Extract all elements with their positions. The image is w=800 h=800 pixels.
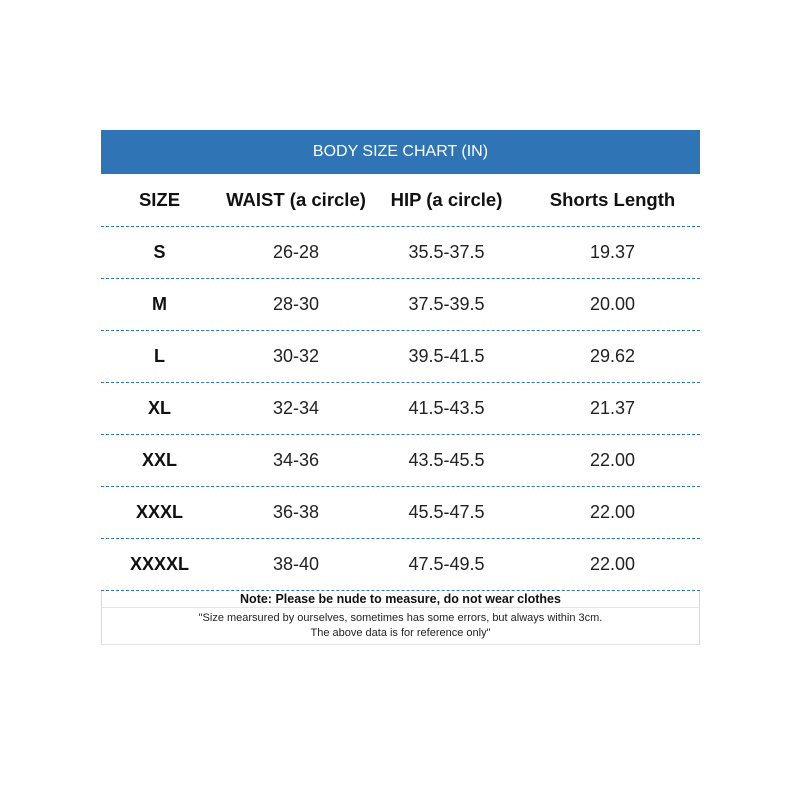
table-row: [101, 331, 700, 383]
shorts-length-cell: 21.37: [589, 398, 636, 418]
note-disclaimer-line-2: The above data is for reference only": [310, 627, 491, 639]
size-cell: XXXXL: [129, 554, 190, 574]
table-row: [101, 539, 700, 591]
shorts-length-cell: 22.00: [589, 502, 636, 522]
hip-cell: 43.5-45.5: [408, 450, 485, 470]
chart-title: BODY SIZE CHART (IN): [101, 130, 700, 174]
table-row: [101, 487, 700, 539]
shorts-length-cell: 29.62: [589, 346, 636, 366]
waist-cell: 36-38: [272, 502, 320, 522]
waist-cell: 32-34: [272, 398, 320, 418]
note-heading: Note: Please be nude to measure, do not wear clothes: [102, 591, 699, 608]
shorts-length-cell: 22.00: [589, 554, 636, 574]
size-cell: M: [152, 294, 167, 314]
hip-cell: 37.5-39.5: [408, 294, 485, 314]
waist-cell: 30-32: [272, 346, 320, 366]
hip-cell: 47.5-49.5: [408, 554, 485, 574]
table-row: [101, 383, 700, 435]
hip-cell: 41.5-43.5: [408, 398, 485, 418]
column-header-hip: HIP (a circle): [390, 189, 503, 210]
hip-cell: 45.5-47.5: [408, 502, 485, 522]
note-disclaimer: [102, 608, 699, 644]
note-disclaimer-line-1: "Size mearsured by ourselves, sometimes has some errors, but always within 3cm.: [198, 612, 603, 624]
shorts-length-cell: 22.00: [589, 450, 636, 470]
size-cell: XXXL: [135, 502, 183, 522]
hip-cell: 39.5-41.5: [408, 346, 485, 366]
measurement-note: [101, 591, 700, 645]
waist-cell: 38-40: [272, 554, 320, 574]
size-cell: S: [153, 242, 166, 262]
size-cell: XL: [147, 398, 171, 418]
shorts-length-cell: 20.00: [589, 294, 636, 314]
waist-cell: 28-30: [272, 294, 320, 314]
shorts-length-cell: 19.37: [589, 242, 636, 262]
size-cell: XXL: [141, 450, 177, 470]
size-cell: L: [154, 346, 165, 366]
table-body: [101, 227, 700, 591]
size-chart: [101, 130, 700, 645]
column-header-shorts-length: Shorts Length: [549, 189, 676, 210]
waist-cell: 26-28: [272, 242, 320, 262]
header-row: [101, 174, 700, 227]
waist-cell: 34-36: [272, 450, 320, 470]
table-row: [101, 435, 700, 487]
hip-cell: 35.5-37.5: [408, 242, 485, 262]
column-header-size: SIZE: [138, 189, 181, 210]
table-row: [101, 279, 700, 331]
column-header-waist: WAIST (a circle): [226, 189, 366, 210]
table-row: [101, 227, 700, 279]
